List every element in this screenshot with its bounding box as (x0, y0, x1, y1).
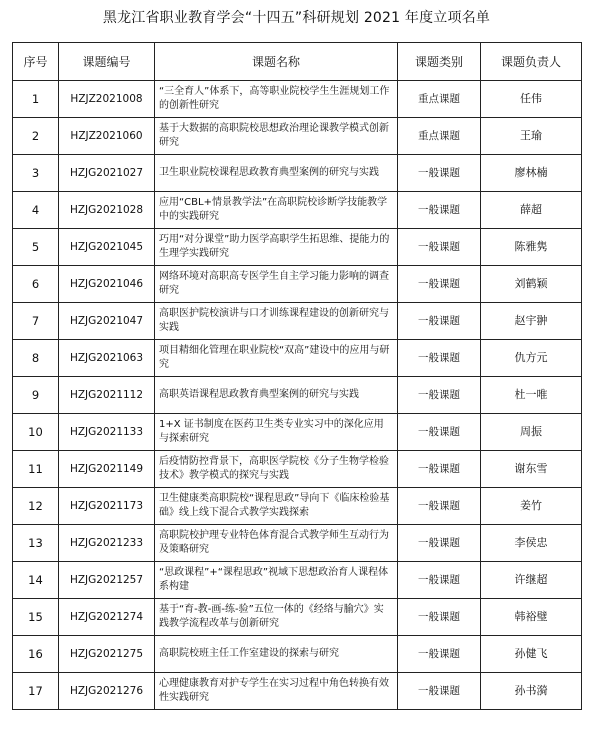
row-index: 4 (13, 192, 59, 229)
table-row (13, 562, 582, 599)
project-category: 一般课题 (398, 377, 481, 414)
table-row (13, 118, 582, 155)
table-row (13, 636, 582, 673)
project-code: HZJG2021047 (59, 303, 155, 340)
project-code: HZJG2021257 (59, 562, 155, 599)
project-category: 一般课题 (398, 414, 481, 451)
table-row (13, 303, 582, 340)
project-lead: 谢东雪 (481, 451, 582, 488)
project-name: 卫生职业院校课程思政教育典型案例的研究与实践 (155, 155, 398, 192)
project-name: 高职院校护理专业特色体育混合式教学师生互动行为及策略研究 (155, 525, 398, 562)
project-name: 心理健康教育对护专学生在实习过程中角色转换有效性实践研究 (155, 673, 398, 710)
row-index: 7 (13, 303, 59, 340)
project-category: 重点课题 (398, 118, 481, 155)
project-name: “三全育人”体系下，高等职业院校学生生涯规划工作的创新性研究 (155, 81, 398, 118)
project-lead: 孙健飞 (481, 636, 582, 673)
table-row (13, 414, 582, 451)
header-code: 课题编号 (59, 43, 155, 81)
project-name: 项目精细化管理在职业院校“双高”建设中的应用与研究 (155, 340, 398, 377)
row-index: 16 (13, 636, 59, 673)
header-category: 课题类别 (398, 43, 481, 81)
row-index: 15 (13, 599, 59, 636)
project-name: 高职院校班主任工作室建设的探索与研究 (155, 636, 398, 673)
project-code: HZJG2021027 (59, 155, 155, 192)
project-lead: 李侯忠 (481, 525, 582, 562)
project-lead: 周振 (481, 414, 582, 451)
project-lead: 许继超 (481, 562, 582, 599)
project-code: HZJG2021045 (59, 229, 155, 266)
project-name: 基于“育-教-画-练-验”五位一体的《经络与腧穴》实践教学流程改革与创新研究 (155, 599, 398, 636)
table-row (13, 377, 582, 414)
project-category: 重点课题 (398, 81, 481, 118)
project-category: 一般课题 (398, 155, 481, 192)
project-code: HZJZ2021008 (59, 81, 155, 118)
project-code: HZJZ2021060 (59, 118, 155, 155)
table-body (13, 81, 582, 710)
table-row (13, 525, 582, 562)
row-index: 3 (13, 155, 59, 192)
project-lead: 任伟 (481, 81, 582, 118)
table-row (13, 81, 582, 118)
table-row (13, 340, 582, 377)
row-index: 6 (13, 266, 59, 303)
project-name: “思政课程”+“课程思政”视域下思想政治育人课程体系构建 (155, 562, 398, 599)
project-category: 一般课题 (398, 266, 481, 303)
project-lead: 陈雅隽 (481, 229, 582, 266)
project-lead: 赵宇翀 (481, 303, 582, 340)
project-category: 一般课题 (398, 636, 481, 673)
project-name: 巧用“对分课堂”助力医学高职学生拓思维、提能力的生理学实践研究 (155, 229, 398, 266)
header-name: 课题名称 (155, 43, 398, 81)
row-index: 2 (13, 118, 59, 155)
table-row (13, 488, 582, 525)
project-code: HZJG2021028 (59, 192, 155, 229)
project-name: 应用“CBL+情景教学法”在高职院校诊断学技能教学中的实践研究 (155, 192, 398, 229)
project-code: HZJG2021274 (59, 599, 155, 636)
row-index: 11 (13, 451, 59, 488)
document-title: 黑龙江省职业教育学会“十四五”科研规划 2021 年度立项名单 (102, 10, 491, 26)
project-code: HZJG2021173 (59, 488, 155, 525)
project-lead: 刘鹤颖 (481, 266, 582, 303)
project-lead: 姜竹 (481, 488, 582, 525)
row-index: 17 (13, 673, 59, 710)
project-category: 一般课题 (398, 340, 481, 377)
project-name: 卫生健康类高职院校“课程思政”导向下《临床检验基础》线上线下混合式教学实践探索 (155, 488, 398, 525)
project-lead: 薛超 (481, 192, 582, 229)
row-index: 1 (13, 81, 59, 118)
project-category: 一般课题 (398, 192, 481, 229)
table-row (13, 155, 582, 192)
project-category: 一般课题 (398, 451, 481, 488)
project-category: 一般课题 (398, 525, 481, 562)
project-code: HZJG2021276 (59, 673, 155, 710)
project-lead: 孙书漪 (481, 673, 582, 710)
project-category: 一般课题 (398, 562, 481, 599)
header-lead: 课题负责人 (481, 43, 582, 81)
table-row (13, 266, 582, 303)
project-category: 一般课题 (398, 303, 481, 340)
project-lead: 廖林楠 (481, 155, 582, 192)
header-index: 序号 (13, 43, 59, 81)
table-row (13, 451, 582, 488)
project-roster-table (12, 42, 582, 710)
row-index: 14 (13, 562, 59, 599)
project-category: 一般课题 (398, 229, 481, 266)
project-code: HZJG2021275 (59, 636, 155, 673)
project-code: HZJG2021149 (59, 451, 155, 488)
row-index: 12 (13, 488, 59, 525)
project-code: HZJG2021063 (59, 340, 155, 377)
project-code: HZJG2021046 (59, 266, 155, 303)
project-name: 高职英语课程思政教育典型案例的研究与实践 (155, 377, 398, 414)
project-lead: 韩裕璧 (481, 599, 582, 636)
table-row (13, 192, 582, 229)
project-category: 一般课题 (398, 599, 481, 636)
row-index: 10 (13, 414, 59, 451)
project-name: 后疫情防控背景下，高职医学院校《分子生物学检验技术》教学模式的探究与实践 (155, 451, 398, 488)
project-name: 基于大数据的高职院校思想政治理论课教学模式创新研究 (155, 118, 398, 155)
row-index: 9 (13, 377, 59, 414)
project-name: 高职医护院校演讲与口才训练课程建设的创新研究与实践 (155, 303, 398, 340)
project-lead: 王瑜 (481, 118, 582, 155)
row-index: 5 (13, 229, 59, 266)
project-name: 网络环境对高职高专医学生自主学习能力影响的调查研究 (155, 266, 398, 303)
row-index: 13 (13, 525, 59, 562)
project-code: HZJG2021233 (59, 525, 155, 562)
table-row (13, 673, 582, 710)
table-row (13, 599, 582, 636)
project-lead: 仇方元 (481, 340, 582, 377)
project-category: 一般课题 (398, 488, 481, 525)
project-category: 一般课题 (398, 673, 481, 710)
table-row (13, 229, 582, 266)
project-name: 1+X 证书制度在医药卫生类专业实习中的深化应用与探索研究 (155, 414, 398, 451)
table-header-row (13, 43, 582, 81)
project-code: HZJG2021112 (59, 377, 155, 414)
row-index: 8 (13, 340, 59, 377)
project-lead: 杜一唯 (481, 377, 582, 414)
project-code: HZJG2021133 (59, 414, 155, 451)
